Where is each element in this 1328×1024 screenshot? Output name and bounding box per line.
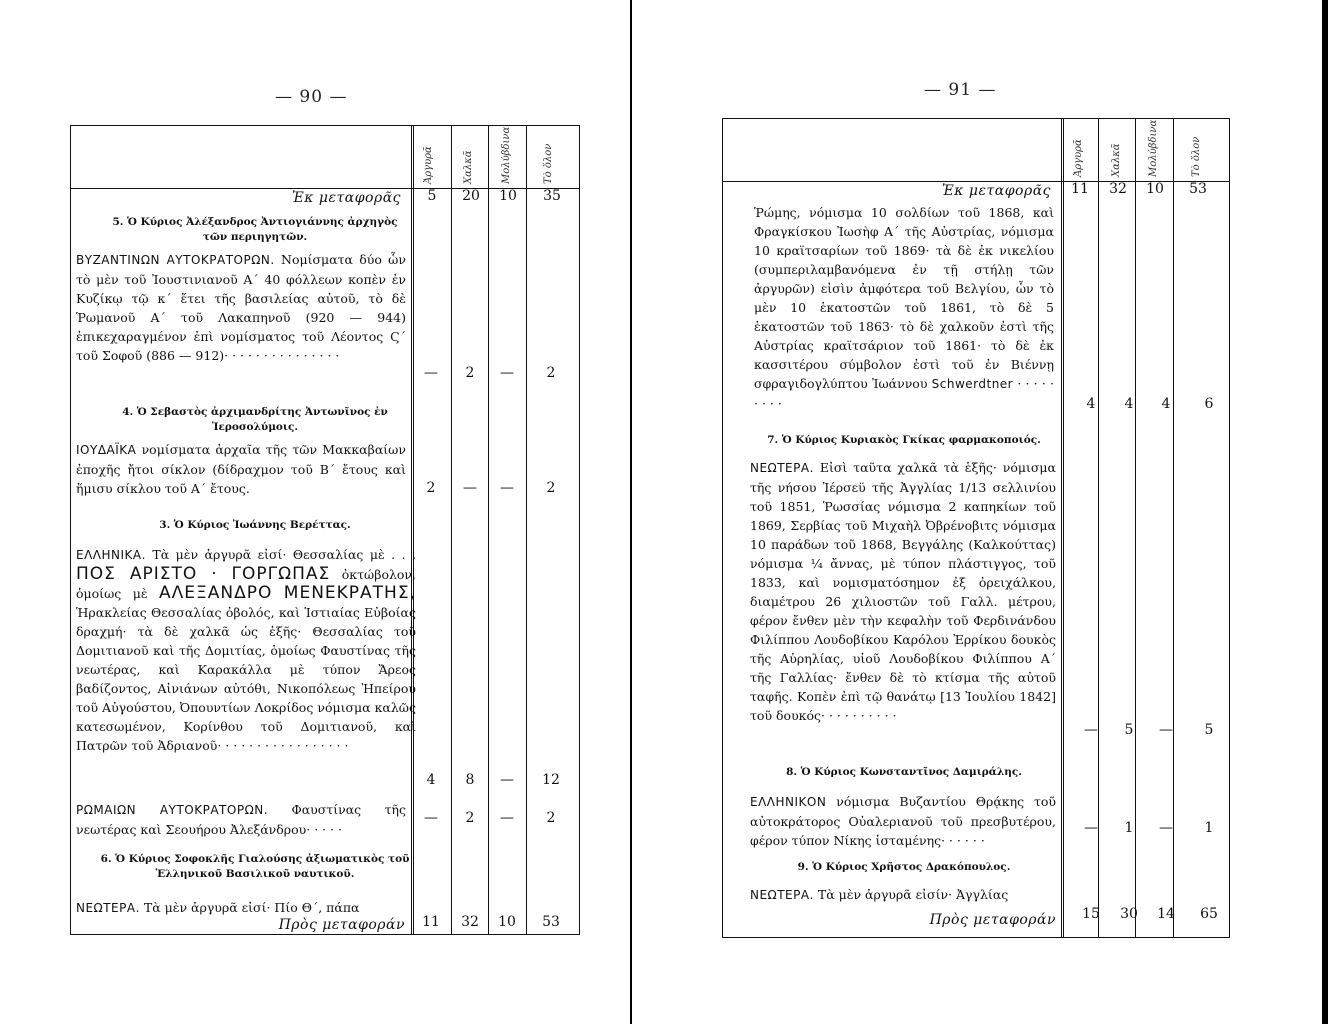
entry-text: Φαυστίνας τῆς νεωτέρας καὶ Σεουήρου Ἀλεξάνδρου· · · · · — [76, 802, 406, 837]
carry-out-value: 65 — [1200, 906, 1218, 922]
entry-value: 4 — [1086, 396, 1096, 412]
entry-value: 12 — [542, 772, 560, 788]
carry-out-value: 15 — [1082, 906, 1100, 922]
coin-inscription: ΑΛΕΞΑΝΔΡΟ — [158, 583, 273, 603]
carry-in-value: 20 — [462, 188, 480, 204]
entry-value: — — [500, 365, 514, 381]
column-divider — [488, 126, 489, 934]
entry-text: Τὰ μὲν ἀργυρᾶ εἰσί· Πίο Θ΄, πάπα — [143, 900, 360, 915]
entry-lead: ΕΛΛΗΝΙΚΑ. — [76, 548, 146, 562]
maker-name: Schwerdtner — [931, 377, 1014, 391]
column-divider — [451, 126, 452, 934]
donor-heading: 6. Ὁ Κύριος Σοφοκλῆς Γιαλούσης ἀξιωματικὸς τοῦ Ἑλληνικοῦ Βασιλικοῦ ναυτικοῦ. — [100, 853, 410, 880]
entry-text: · · · · · · · · · — [754, 376, 1054, 411]
donor-heading: 5. Ὁ Κύριος Ἀλέξανδρος Ἀντιογιάννης ἀρχηγὸς τῶν περιηγητῶν. — [112, 216, 398, 243]
catalogue-entry — [750, 792, 1056, 850]
carry-out-label: Πρὸς μεταφοράν — [929, 912, 1056, 928]
carry-out-label: Πρὸς μεταφοράν — [278, 917, 405, 933]
column-divider — [1173, 119, 1174, 937]
entry-text: Νομίσματα δύο ὧν τὸ μὲν τοῦ Ἰουστινιανοῦ Α΄ 40 φόλλεων κοπὲν ἐν Κυζίκῳ τῷ κ΄ ἔτει τῆς βασιλείας αὐτοῦ, τὸ δὲ Ῥωμανοῦ Α΄ τοῦ Λακαπηνοῦ (920 — 944) ἐπικεχαραγμένον ἐπὶ νομίσματος τοῦ Λέοντος Ϛ΄ τοῦ Σοφοῦ (886 — 912)· · · · · · · · · · · · · · · — [76, 252, 406, 363]
entry-value: — — [1084, 722, 1098, 738]
catalogue-entry — [76, 440, 406, 498]
carry-out-value: 11 — [422, 914, 440, 930]
column-header: Ἀργυρᾶ — [1073, 139, 1084, 177]
entry-value: — — [1159, 722, 1173, 738]
catalogue-entry — [76, 800, 406, 839]
entry-value: 2 — [546, 480, 556, 496]
catalogue-entry — [76, 250, 406, 365]
carry-out-value: 53 — [542, 914, 560, 930]
carry-in-value: 5 — [427, 188, 437, 204]
carry-in-value: 10 — [1146, 181, 1164, 197]
catalogue-entry — [76, 898, 406, 918]
carry-in-label: Ἐκ μεταφορᾶς — [291, 190, 401, 206]
entry-text: Ῥώμης, νόμισμα 10 σολδίων τοῦ 1868, καὶ Φραγκίσκου Ἰωσὴφ Α΄ τῆς Αὐστρίας, νόμισμα 10 κραϊτσαρίων τοῦ 1869· τὰ δὲ ἐκ νικελίου (συμπεριλαμβανόμενα ἐν τῇ στήλῃ τῶν ἀργυρῶν) εἰσὶν ἀμφότερα τοῦ Βελγίου, ὧν τὸ μὲν 10 ἑκατοστῶν τοῦ 1861, τὸ δὲ 5 ἑκατοστῶν τοῦ 1863· τὸ δὲ χαλκοῦν ἐστὶ τῆς Αὐστρίας κραϊτσάριον τοῦ 1861· τὸ δὲ ἐκ κασσιτέρου σύμβολον ἐστὶ τοῦ ἐν Βιέννῃ σφραγιδογλύπτου Ἰωάννου — [754, 205, 1054, 391]
carry-in-value: 35 — [543, 188, 561, 204]
coin-inscription: ΜΕΝΕΚΡΑΤΗΣ, — [283, 583, 416, 603]
column-divider — [1135, 119, 1136, 937]
coin-inscription: ΠΟΣ ΑΡΙΣΤΟ · ΓΟΡΓΩΠΑΣ — [76, 564, 331, 584]
carry-out-value: 10 — [498, 914, 516, 930]
entry-lead: ΝΕΩΤΕΡΑ. — [76, 901, 140, 915]
entry-value: 1 — [1124, 820, 1134, 836]
entry-lead: ΙΟΥΔΑΪΚΑ — [76, 443, 137, 457]
entry-lead: ΒΥΖΑΝΤΙΝΩΝ ΑΥΤΟΚΡΑΤΟΡΩΝ. — [76, 253, 275, 267]
entry-value: 4 — [1161, 396, 1171, 412]
entry-value: 6 — [1204, 396, 1214, 412]
entry-lead: ΡΩΜΑΙΩΝ ΑΥΤΟΚΡΑΤΟΡΩΝ. — [76, 803, 269, 817]
catalogue-entry — [750, 458, 1056, 725]
right-page — [634, 0, 1328, 1024]
entry-value: — — [500, 772, 514, 788]
entry-value: 2 — [546, 810, 556, 826]
entry-text: Ἡρακλείας Θεσσαλίας ὀβολός, καὶ Ἱστιαίας Εὐβοίας δραχμή· τὰ δὲ χαλκᾶ ὡς ἑξῆς· Θεσσαλίας τοῦ Δομιτιανοῦ καὶ τῆς Δομιτίας, ὁμοίως Φαυστίνας τῆς νεωτέρας, καὶ Καρακάλλα μὲ τύπον Ἄρεος βαδίζοντος, Αἰνιάνων αὐτόθι, Νικοπόλεως Ἠπείρου τοῦ Αὐγούστου, Ὀπουντίων Λοκρίδος νόμισμα καλῶς κατεσωμένον, Κορίνθου τοῦ Δομιτιανοῦ, καὶ Πατρῶν τοῦ Ἀδριανοῦ· · · · · · · · · · · · · · · · · — [76, 605, 416, 753]
entry-value: 4 — [426, 772, 436, 788]
donor-heading: 9. Ὁ Κύριος Χρῆστος Δρακόπουλος. — [797, 861, 1011, 873]
donor-heading: 3. Ὁ Κύριος Ἰωάννης Βερέττας. — [159, 519, 351, 531]
left-page — [0, 0, 630, 1024]
column-divider — [1098, 119, 1099, 937]
entry-lead: ΝΕΩΤΕΡΑ. — [750, 888, 814, 902]
entry-value: 2 — [426, 480, 436, 496]
entry-value: 8 — [465, 772, 475, 788]
entry-value: — — [1159, 820, 1173, 836]
entry-value: — — [463, 480, 477, 496]
catalogue-entry — [750, 885, 1056, 905]
entry-lead: ΕΛΛΗΝΙΚΟΝ — [750, 795, 827, 809]
entry-text: Τὰ μὲν ἀργυρᾶ εἰσί· Θεσσαλίας μὲ . . . — [152, 547, 416, 562]
donor-heading: 4. Ὁ Σεβαστὸς ἀρχιμανδρίτης Ἀντωνῖνος ἐν Ἱεροσολύμοις. — [122, 406, 388, 433]
carry-in-value: 53 — [1189, 181, 1207, 197]
entry-value: 2 — [465, 810, 475, 826]
entry-text: νόμισμα Βυζαντίου Θρᾴκης τοῦ αὐτοκράτορος Οὐαλεριανοῦ τοῦ πρεσβυτέρου, φέρον τύπον Νίκης ἱσταμένης· · · · · · — [750, 794, 1056, 848]
carry-out-value: 32 — [461, 914, 479, 930]
entry-value: 4 — [1124, 396, 1134, 412]
carry-in-label: Ἐκ μεταφορᾶς — [941, 183, 1051, 199]
column-header: Τὸ ὅλον — [1191, 136, 1202, 177]
catalogue-entry — [754, 203, 1054, 413]
entry-text: Εἰσὶ ταῦτα χαλκᾶ τὰ ἑξῆς· νόμισμα τῆς νήσου Ἰέρσεϋ τῆς Ἀγγλίας 1/13 σελλινίου τοῦ 1851, Ῥωσσίας νόμισμα 2 καπηκίων τοῦ 1869, Σερβίας τοῦ Μιχαὴλ Ὀβρένοβιτς νόμισμα 10 παράδων τοῦ 1868, Βεγγάλης (Καλκούττας) νόμισμα ¼ ἄννας, μὲ τύπον πλάστιγγος, τοῦ 1833, καὶ νομισματόσημον ἐξ ὀρειχάλκου, διαμέτρου 26 χιλιοστῶν τοῦ Γαλλ. μέτρου, φέρον ἔνθεν μὲν τὴν κεφαλὴν τοῦ Φερδινάνδου Φιλίππου Λουδοβίκου Καρόλου Ἐρρίκου δουκὸς τῆς Αὐρηλίας, υἱοῦ Λουδοβίκου Φιλίππου Α΄ τῆς Γαλλίας· ἔνθεν δὲ τὸ κτίσμα τῆς αὐτοῦ ταφῆς. Κοπὲν ἐπὶ τῷ θανάτῳ [13 Ἰουλίου 1842] τοῦ δουκός· · · · · · · · · · — [750, 460, 1056, 723]
donor-heading: 7. Ὁ Κύριος Κυριακὸς Γκίκας φαρμακοποιός. — [767, 434, 1041, 446]
page-number: — 90 — — [275, 87, 348, 107]
column-divider — [1061, 119, 1064, 937]
entry-text: Τὰ μὲν ἀργυρᾶ εἰσίν· Ἀγγλίας — [817, 887, 1009, 902]
entry-value: 2 — [465, 365, 475, 381]
catalogue-entry — [76, 545, 416, 755]
column-divider — [411, 126, 414, 934]
column-header: Χαλκᾶ — [1111, 143, 1122, 177]
entry-lead: ΝΕΩΤΕΡΑ. — [750, 461, 814, 475]
entry-text: νομίσματα ἀρχαῖα τῆς τῶν Μακκαβαίων ἐποχῆς ἤτοι σίκλον (δίδραχμον τοῦ Β΄ ἔτους καὶ ἥμισυ σίκλου τοῦ Α΄ ἔτους. — [76, 442, 406, 496]
carry-out-value: 30 — [1120, 906, 1138, 922]
entry-value: 5 — [1204, 722, 1214, 738]
column-header: Μολύβδινα — [1148, 119, 1159, 177]
entry-value: — — [500, 810, 514, 826]
column-header: Ἀργυρᾶ — [423, 146, 434, 184]
entry-value: 5 — [1124, 722, 1134, 738]
entry-value: — — [424, 810, 438, 826]
entry-value: — — [424, 365, 438, 381]
carry-in-value: 32 — [1109, 181, 1127, 197]
page-number: — 91 — — [924, 80, 997, 100]
entry-text: ὀκτώβολον, ὁμοίως μὲ — [76, 567, 416, 601]
entry-value: — — [500, 480, 514, 496]
column-header: Χαλκᾶ — [463, 150, 474, 184]
column-header: Τὸ ὅλον — [543, 143, 554, 184]
entry-value: — — [1084, 820, 1098, 836]
donor-heading: 8. Ὁ Κύριος Κωνσταντῖνος Δαμιράλης. — [786, 766, 1022, 778]
carry-out-value: 14 — [1157, 906, 1175, 922]
entry-value: 2 — [546, 365, 556, 381]
entry-value: 1 — [1204, 820, 1214, 836]
column-divider — [526, 126, 527, 934]
carry-in-value: 11 — [1071, 181, 1089, 197]
carry-in-value: 10 — [499, 188, 517, 204]
column-header: Μολύβδινα — [501, 126, 512, 184]
page-gutter — [630, 0, 632, 1024]
